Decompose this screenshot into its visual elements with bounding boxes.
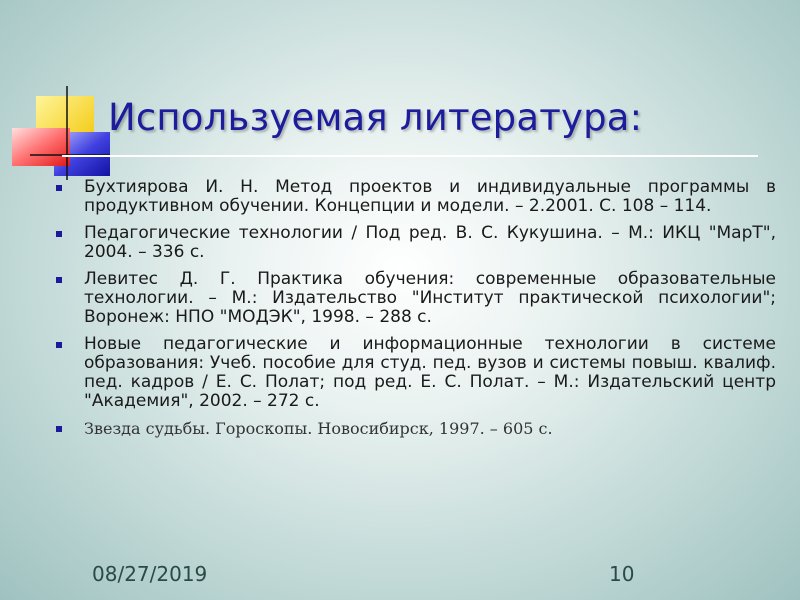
- decorative-squares-logo: [0, 0, 110, 180]
- reference-text: Левитес Д. Г. Практика обучения: современные образовательные технологии. – М.: Издательство "Институт практической психологии"; Воронеж: НПО "МОДЭК", 1998. – 288 с.: [84, 269, 776, 327]
- reference-text: Звезда судьбы. Гороскопы. Новосибирск, 1997. – 605 с.: [84, 419, 553, 438]
- bullet-square-icon: [56, 185, 62, 191]
- page-number: 10: [609, 562, 635, 586]
- footer-date: 08/27/2019: [92, 562, 208, 586]
- reference-text: Бухтиярова И. Н. Метод проектов и индивидуальные программы в продуктивном обучении. Концепции и модели. – 2.2001. С. 108 – 114.: [84, 177, 776, 216]
- slide-title: Используемая литература:: [108, 96, 643, 139]
- logo-red-square: [12, 128, 70, 166]
- reference-item: [56, 178, 776, 216]
- reference-text: Педагогические технологии / Под ред. В. С. Кукушина. – М.: ИКЦ "МарТ", 2004. – 336 с.: [84, 223, 776, 262]
- bullet-square-icon: [56, 277, 62, 283]
- reference-text: Новые педагогические и информационные технологии в системе образования: Учеб. пособие для студ. пед. вузов и системы повыш. квалиф. пед. кадров / Е. С. Полат; под ред. Е. С. Полат. – М.: Издательский центр "Академия", 2002. – 272 с.: [84, 334, 776, 411]
- reference-item: [56, 270, 776, 327]
- reference-item: [56, 224, 776, 262]
- reference-item: [56, 335, 776, 411]
- reference-item: [56, 419, 776, 438]
- bullet-square-icon: [56, 231, 62, 237]
- title-divider: [62, 155, 758, 157]
- bullet-square-icon: [56, 342, 62, 348]
- reference-list: [56, 178, 776, 446]
- bullet-square-icon: [56, 426, 62, 432]
